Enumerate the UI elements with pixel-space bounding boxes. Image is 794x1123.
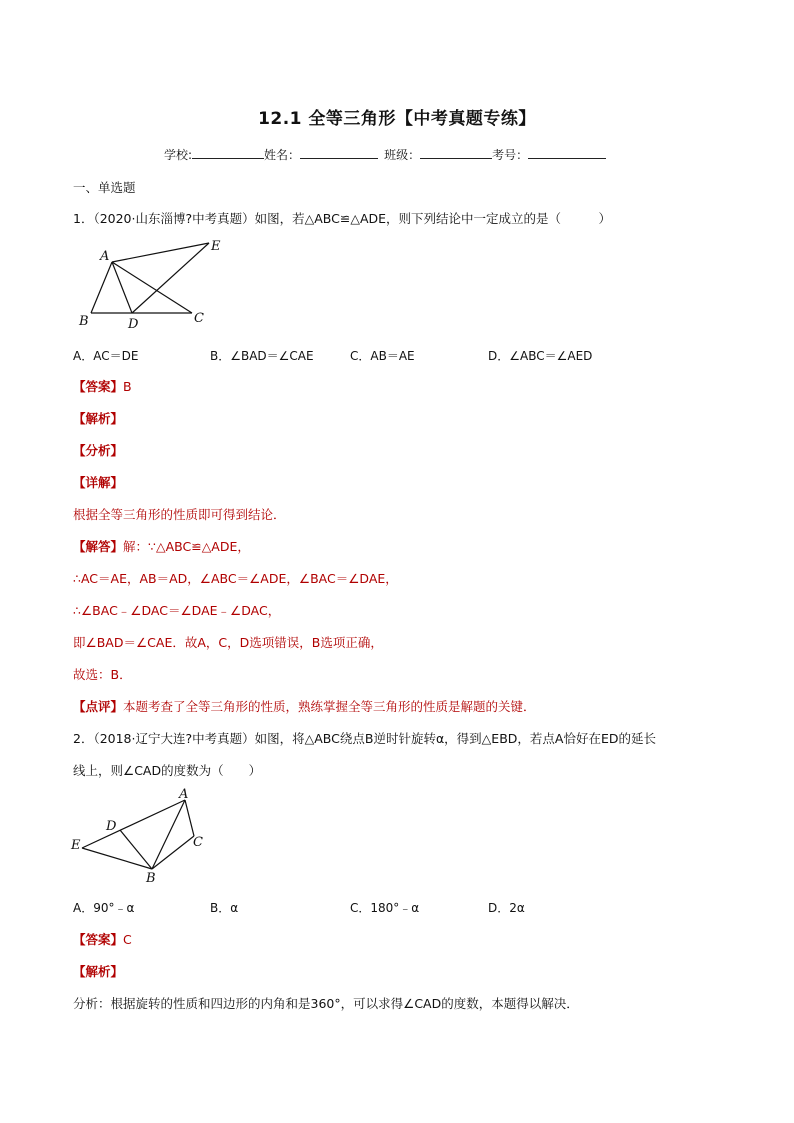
q1-option-d: D．∠ABC＝∠AED — [488, 349, 593, 363]
q1-solve-line-1 — [73, 537, 250, 555]
q2-label-D: D — [106, 819, 117, 834]
q1-answer-line — [73, 377, 132, 395]
q1-comment-line — [73, 697, 536, 715]
q1-analysis-text: 根据全等三角形的性质即可得到结论． — [73, 507, 286, 522]
q1-stem: 1．（2020·山东淄博?中考真题）如图，若△ABC≌△ADE，则下列结论中一定成立的是（ ） — [73, 211, 612, 226]
q2-label-B: B — [146, 871, 156, 886]
q1-label-D: D — [128, 317, 139, 332]
school-label: 学校: — [164, 148, 193, 162]
q2-label-A: A — [179, 787, 189, 802]
q2-segment-EB — [82, 848, 152, 869]
q1-solve-line-2: ∴AC＝AE，AB＝AD，∠ABC＝∠ADE，∠BAC＝∠DAE， — [73, 571, 398, 586]
q1-figure — [74, 236, 234, 332]
q1-option-c: C．AB＝AE — [350, 349, 415, 363]
q2-segment-EA — [82, 800, 185, 848]
q1-comment: 本题考查了全等三角形的性质，熟练掌握全等三角形的性质是解题的关键． — [123, 699, 536, 714]
q1-segment-AD — [112, 262, 132, 313]
q1-xiangjie-tag: 【详解】 — [73, 475, 124, 490]
q1-option-a: A．AC＝DE — [73, 349, 139, 363]
page-title: 12.1 全等三角形【中考真题专练】 — [258, 109, 536, 129]
q2-stem-line-1: 2．（2018·辽宁大连?中考真题）如图，将△ABC绕点B逆时针旋转α，得到△EBD，若点A恰好在ED的延长 — [73, 731, 656, 746]
q1-label-B: B — [79, 314, 89, 329]
q2-answer-tag: 【答案】 — [73, 932, 124, 947]
q1-solve-line-5: 故选：B． — [73, 667, 132, 682]
q1-fenxi-tag: 【分析】 — [73, 443, 124, 458]
q2-jiexi-tag: 【解析】 — [73, 964, 124, 979]
q1-jiexi-tag: 【解析】 — [73, 411, 124, 426]
q2-segment-CB — [152, 836, 194, 869]
name-blank — [300, 146, 378, 159]
q2-option-a: A．90°﹣α — [73, 901, 135, 915]
q2-label-C: C — [193, 835, 203, 850]
q2-option-d: D．2α — [488, 901, 525, 915]
q2-segment-AB — [152, 800, 185, 869]
q1-label-A: A — [100, 249, 110, 264]
number-blank — [528, 146, 606, 159]
q2-segment-AC — [185, 800, 194, 836]
q2-analysis: 分析：根据旋转的性质和四边形的内角和是360°，可以求得∠CAD的度数，本题得以解决． — [73, 996, 579, 1011]
q1-segment-AB — [91, 262, 112, 313]
q1-answer: B — [123, 379, 132, 394]
q2-stem-line-2: 线上，则∠CAD的度数为（ ） — [73, 763, 262, 778]
q1-solve-line-4: 即∠BAD＝∠CAE．故A，C，D选项错误，B选项正确， — [73, 635, 383, 650]
q2-label-E: E — [71, 838, 81, 853]
class-blank — [420, 146, 492, 159]
q1-comment-tag: 【点评】 — [73, 699, 124, 714]
q1-option-b: B．∠BAD＝∠CAE — [210, 349, 314, 363]
q1-segment-DE — [132, 243, 209, 313]
q1-label-E: E — [211, 239, 221, 254]
school-blank — [192, 146, 264, 159]
q2-option-c: C．180°﹣α — [350, 901, 420, 915]
student-info-line — [164, 146, 606, 163]
q1-segment-AE — [112, 243, 209, 262]
q1-solve-text-1: 解：∵△ABC≌△ADE， — [123, 539, 250, 554]
q2-option-b: B．α — [210, 901, 239, 915]
q2-answer-line — [73, 930, 132, 948]
q1-label-C: C — [194, 311, 204, 326]
q1-solve-line-3: ∴∠BAC﹣∠DAC＝∠DAE﹣∠DAC， — [73, 603, 281, 618]
q1-solve-tag: 【解答】 — [73, 539, 124, 554]
q2-answer: C — [123, 932, 132, 947]
section-heading: 一、单选题 — [73, 180, 136, 195]
q1-answer-tag: 【答案】 — [73, 379, 124, 394]
class-label: 班级： — [384, 148, 421, 162]
number-label: 考号： — [492, 148, 529, 162]
q2-figure — [66, 784, 216, 888]
q2-segment-DB — [120, 830, 152, 869]
name-label: 姓名： — [264, 148, 301, 162]
